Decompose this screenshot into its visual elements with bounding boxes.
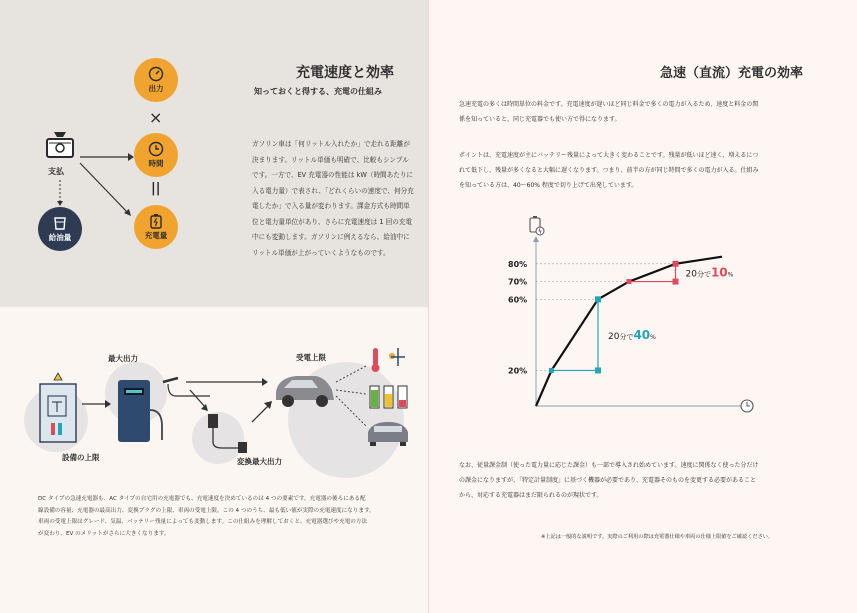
bottom-paragraph-line: 車両の受電上限はグレード、気温、バッテリー残量によっても変動します。この仕組みを理解しておくと、充電器選びや充電の方法 bbox=[38, 519, 368, 525]
point-line: ポイントは、充電速度が主にバッテリー残量によって大きく変わることです。残量が低いほど速く、増えるにつ bbox=[459, 152, 759, 159]
closing-line: から、対応する充電器はまだ限られるのが現状です。 bbox=[459, 492, 603, 499]
right-page bbox=[429, 0, 857, 613]
right-point bbox=[459, 148, 839, 193]
charger-icon bbox=[118, 380, 162, 442]
annotation-point bbox=[627, 279, 632, 284]
annotation-point bbox=[595, 296, 601, 302]
annotation-point bbox=[595, 367, 601, 373]
pay-label: 支払 bbox=[48, 167, 64, 176]
adapter-max-label: 変換最大出力 bbox=[237, 457, 282, 466]
left-paragraph-line: リットル単価が上がっていくようなものです。 bbox=[252, 248, 390, 257]
chart-battery-icon bbox=[530, 216, 544, 235]
y-tick-label: 70% bbox=[508, 277, 528, 287]
left-paragraph-line: 電したか」で入る量が変わります。課金方式も時間単 bbox=[252, 202, 410, 210]
left-paragraph-line: 入る電力量）で表され、「どれくらいの速度で、何分充 bbox=[252, 186, 414, 195]
bottom-paragraph-line: が変わり、EV のメリットがさらに大きくなります。 bbox=[38, 530, 170, 537]
charge-label: 充電量 bbox=[144, 231, 168, 240]
adapter-icon bbox=[208, 414, 247, 453]
closing-line: なお、従量課金制（使った電力量に応じた課金）も一部で導入され始めています。速度に関係なく使った分だけ bbox=[459, 462, 759, 469]
left-paragraph-line: 中にも変動します。ガソリンに例えるなら、給油中に bbox=[252, 233, 410, 241]
bottom-paragraph-line: DC タイプの急速充電器も、AC タイプの自宅用の充電器でも、充電速度を決めているのは 4 つの要素です。充電器の後ろにある配 bbox=[38, 496, 366, 502]
y-tick-label: 60% bbox=[508, 295, 528, 305]
annotation-point bbox=[549, 368, 554, 373]
intro-line: 急速充電の多くは時間単位の料金です。充電速度が遅いほど同じ料金で多くの電力が入るため、速度と料金の関 bbox=[459, 101, 759, 108]
receive-limit-label: 受電上限 bbox=[296, 353, 326, 362]
flow-diagram bbox=[0, 330, 429, 470]
closing-line: の課金になりますが、「特定計量制度」に基づく機器が必要であり、充電器そのものを変更する必要があること bbox=[459, 477, 757, 484]
right-closing bbox=[459, 458, 844, 503]
point-line: を知っている方は、40〜60% 程度で切り上げて出発しています。 bbox=[459, 182, 638, 189]
left-paragraph-line: です。一方で、EV 充電器の性能は kW（時間あたりに bbox=[252, 171, 414, 179]
left-title: 充電速度と効率 bbox=[296, 65, 394, 81]
car-icon bbox=[276, 376, 334, 407]
y-tick-label: 20% bbox=[508, 366, 528, 376]
left-paragraph-line: 決まります。リットル単価も明確で、比較もシンプル bbox=[252, 155, 409, 164]
annotation-label: 20分で10% bbox=[685, 265, 734, 280]
right-title: 急速（直流）充電の効率 bbox=[660, 66, 804, 81]
equals-sign: || bbox=[151, 181, 161, 196]
right-intro bbox=[459, 97, 839, 127]
point-line: れて低下し、残量が多くなると大幅に遅くなります。つまり、前半の方が同じ時間で多くの電力が入る。仕組み bbox=[459, 167, 759, 174]
charging-curve-chart bbox=[429, 210, 857, 420]
output-label: 出力 bbox=[148, 84, 164, 93]
annotation-point bbox=[673, 261, 679, 267]
time-label: 時間 bbox=[148, 159, 164, 168]
car-front-icon bbox=[368, 422, 408, 446]
annotation-label: 20分で40% bbox=[608, 327, 656, 342]
chart-clock-icon bbox=[741, 400, 753, 412]
intro-line: 係を知っていると、同じ充電器でも使い方で得になります。 bbox=[459, 116, 621, 123]
temperature-icon bbox=[372, 348, 406, 372]
footnote: ※上記は一般的な説明です。実際のご利用の際は充電器仕様や車両の仕様上限値をご確認ください。 bbox=[541, 534, 774, 540]
bottom-paragraph bbox=[38, 494, 423, 540]
left-subtitle: 知っておくと得する、充電の仕組み bbox=[254, 87, 382, 96]
fuel-label: 給油量 bbox=[48, 233, 72, 242]
max-output-label: 最大出力 bbox=[108, 354, 138, 363]
annotation-point bbox=[673, 279, 679, 285]
left-paragraph bbox=[252, 137, 422, 261]
y-tick-label: 80% bbox=[508, 259, 528, 269]
left-paragraph-line: ガソリン車は「何リットル入れたか」で走れる距離が bbox=[252, 140, 410, 148]
battery-level-icon bbox=[370, 386, 407, 408]
multiply-sign: × bbox=[149, 108, 163, 127]
left-paragraph-line: 位と電力量単位があり、さらに充電速度は 1 回の充電 bbox=[252, 217, 413, 226]
facility-limit-label: 設備の上限 bbox=[62, 453, 100, 462]
distribution-panel-icon bbox=[40, 373, 76, 442]
bottom-paragraph-line: 線設備の容量、充電器の最高出力、変換プラグの上限、車両の受電上限。この 4 つのうち、最も低い値が実際の充電速度になります。 bbox=[38, 507, 375, 514]
